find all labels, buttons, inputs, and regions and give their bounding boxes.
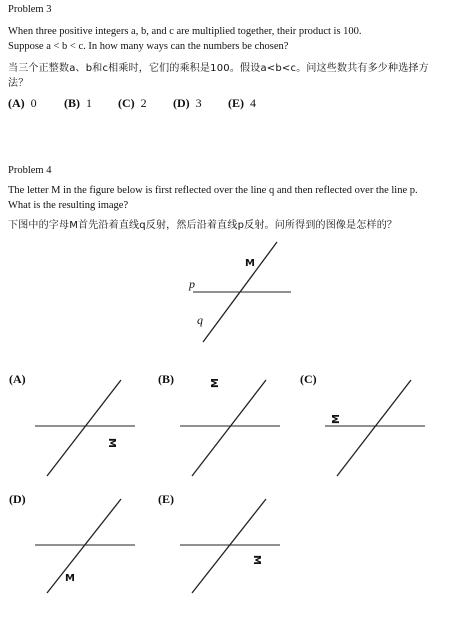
choice-b-label: (B)	[64, 96, 80, 110]
problem-4-heading: Problem 4	[8, 165, 52, 176]
choice-c-label: (C)	[118, 96, 135, 110]
choice-a-label: (A)	[8, 96, 25, 110]
choice-c-value: 2	[140, 96, 147, 110]
problem-3-chinese-line-2: 法？	[8, 78, 29, 89]
choice-a-value: 0	[30, 96, 37, 110]
choice-b-value: 1	[86, 96, 92, 110]
choice-e[interactable]	[228, 96, 256, 110]
problem-3-text-line-1: When three positive integers a, b, and c are multiplied together, their product is 100.	[8, 26, 362, 37]
option-a-letter: M	[106, 438, 117, 448]
problem-3-text-line-2: Suppose a < b < c. In how many ways can the numbers be chosen?	[8, 41, 289, 52]
option-d-figure[interactable]	[35, 497, 135, 597]
option-a-figure[interactable]	[35, 378, 135, 478]
choice-b[interactable]	[64, 96, 92, 110]
choice-c[interactable]	[118, 96, 147, 110]
choice-e-label: (E)	[228, 96, 244, 110]
label-q: q	[197, 313, 203, 327]
option-a-label: (A)	[9, 372, 26, 386]
problem-4-chinese-line-1: 下图中的字母M首先沿着直线q反射，然后沿着直线p反射。问所得到的图像是怎样的？	[8, 220, 398, 231]
problem-3-chinese-line-1: 当三个正整数a、b和c相乘时，它们的乘积是100。假设a<b<c。问这些数共有多少种选择方	[8, 63, 429, 74]
option-c-letter: M	[331, 414, 342, 424]
choice-d-label: (D)	[173, 96, 190, 110]
option-b-label: (B)	[158, 372, 174, 386]
option-c-label: (C)	[300, 372, 317, 386]
option-e-figure[interactable]	[180, 497, 280, 597]
choice-e-value: 4	[250, 96, 256, 110]
choice-d[interactable]	[173, 96, 202, 110]
option-c-figure[interactable]	[325, 378, 425, 478]
main-reflection-figure	[185, 242, 295, 342]
option-b-letter: M	[210, 378, 221, 388]
label-p: p	[189, 277, 195, 291]
figure-letter-m: M	[245, 258, 255, 269]
problem-3-heading: Problem 3	[8, 4, 52, 15]
option-d-letter: M	[65, 573, 75, 584]
problem-4-text-line-2: What is the resulting image?	[8, 200, 129, 211]
option-d-label: (D)	[9, 492, 26, 506]
option-e-label: (E)	[158, 492, 174, 506]
problem-4-text-line-1: The letter M in the figure below is first reflected over the line q and then reflected over the line p.	[8, 185, 418, 196]
option-e-letter: M	[251, 555, 262, 565]
choice-d-value: 3	[195, 96, 202, 110]
option-b-figure[interactable]	[180, 378, 280, 478]
choice-a[interactable]	[8, 96, 37, 110]
